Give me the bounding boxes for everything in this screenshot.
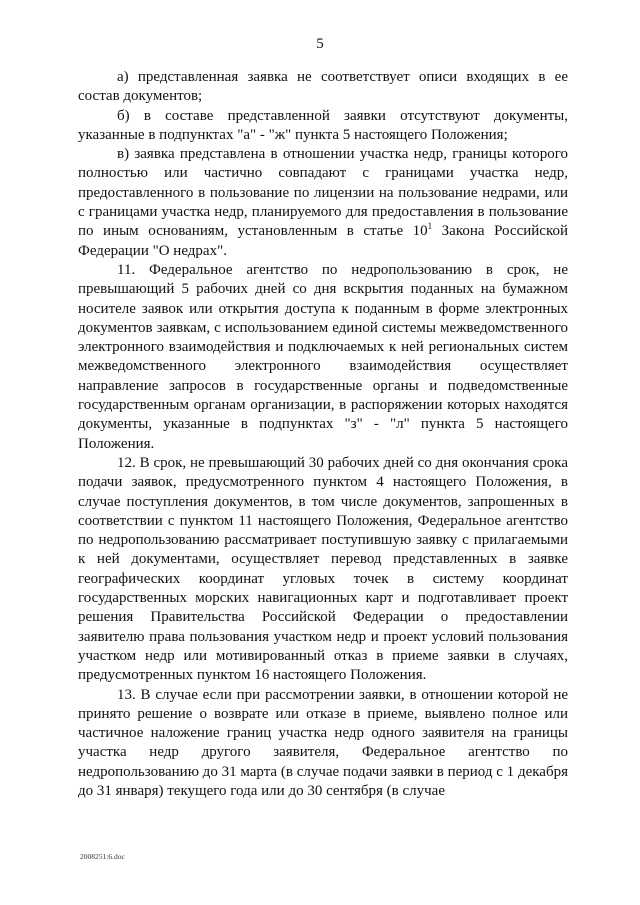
article-superscript: 1	[427, 221, 433, 232]
paragraph-v-text: в) заявка представлена в отношении участка недр, границы которого полностью или частично совпадают с границами участка недр, предоставленного в пользование по лицензии на пользование недрами, или с границами участка недр, планируемого для предоставления в пользование по иным основаниям, установленным в статье 10	[78, 146, 568, 240]
paragraph-11: 11. Федеральное агентство по недропользованию в срок, не превышающий 5 рабочих дней со дня вскрытия поданных на бумажном носителе заявок или открытия доступа к поданным в форме электронных документов заявкам, с использованием единой системы межведомственного электронного взаимодействия и подключаемых к ней региональных систем межведомственного электронного взаимодействия осуществляет направление запросов в государственные органы и подведомственные государственным органам организации, в распоряжении которых находятся документы, указанные в подпунктах "з" - "л" пункта 5 настоящего Положения.	[78, 261, 568, 452]
paragraph-a: а) представленная заявка не соответствует описи входящих в ее состав документов;	[78, 69, 568, 105]
page-number: 5	[316, 36, 324, 52]
paragraph-v-tail: Закона Российской Федерации "О недрах".	[78, 223, 568, 259]
paragraph-b: б) в составе представленной заявки отсутствуют документы, указанные в подпунктах "а" - "ж" пункта 5 настоящего Положения;	[78, 107, 568, 143]
paragraph-13: 13. В случае если при рассмотрении заявки, в отношении которой не принято решение о возврате или отказе в приеме, выявлено полное или частичное наложение границ участка недр одного заявителя на границы участка недр другого заявителя, Федеральное агентство по недропользованию до 31 марта (в случае подачи заявки в период с 1 декабря до 31 января) текущего года или до 30 сентября (в случае	[78, 686, 568, 799]
paragraph-v	[78, 145, 568, 261]
document-body	[78, 68, 568, 801]
paragraph-12: 12. В срок, не превышающий 30 рабочих дней со дня окончания срока подачи заявок, предусмотренного пунктом 4 настоящего Положения, в случае поступления документов, в том числе документов, запрошенных в соответствии с пунктом 11 настоящего Положения, Федеральное агентство по недропользованию рассматривает поступившую заявку с прилагаемыми к ней документами, осуществляет перевод представленных в заявке географических координат угловых точек в систему координат государственных морских навигационных карт и подготавливает проект решения Правительства Российской Федерации о предоставлении заявителю права пользования участком недр и проект условий пользования участком недр или мотивированный отказ в приеме заявки в случаях, предусмотренных пунктом 16 настоящего Положения.	[78, 454, 568, 684]
footer-file-code: 2008251:6.doc	[80, 852, 125, 861]
